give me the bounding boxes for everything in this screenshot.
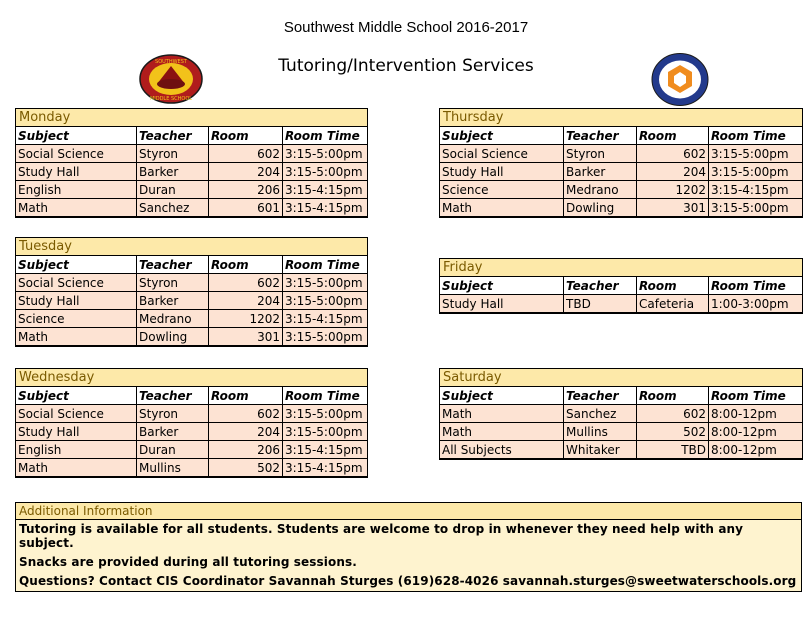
table-row [16, 145, 368, 163]
table-row [440, 441, 803, 460]
time-cell: 3:15-4:15pm [283, 181, 368, 199]
teacher-cell: Dowling [564, 199, 637, 218]
subject-cell: Study Hall [440, 295, 564, 314]
table-row [440, 295, 803, 314]
day-name: Wednesday [16, 369, 368, 387]
room-cell: 601 [209, 199, 283, 218]
subject-cell: All Subjects [440, 441, 564, 460]
teacher-cell: TBD [564, 295, 637, 314]
time-cell: 1:00-3:00pm [709, 295, 803, 314]
table-row [16, 459, 368, 478]
column-header-teacher: Teacher [137, 256, 209, 274]
room-cell: Cafeteria [637, 295, 709, 314]
svg-text:MIDDLE SCHOOL: MIDDLE SCHOOL [149, 96, 193, 102]
room-cell: TBD [637, 441, 709, 460]
subject-cell: English [16, 441, 137, 459]
column-header-subject: Subject [16, 256, 137, 274]
subject-cell: Social Science [16, 274, 137, 292]
teacher-cell: Barker [137, 163, 209, 181]
time-cell: 3:15-4:15pm [283, 441, 368, 459]
time-cell: 3:15-4:15pm [283, 310, 368, 328]
room-cell: 204 [209, 423, 283, 441]
column-header-room: Room [209, 387, 283, 405]
svg-text:SOUTHWEST: SOUTHWEST [155, 59, 187, 65]
column-header-subject: Subject [440, 127, 564, 145]
column-header-room-time: Room Time [283, 387, 368, 405]
room-cell: 602 [637, 145, 709, 163]
subject-cell: Study Hall [440, 163, 564, 181]
table-row [440, 423, 803, 441]
page-title: Tutoring/Intervention Services [278, 56, 534, 76]
column-header-teacher: Teacher [137, 127, 209, 145]
day-name: Saturday [440, 369, 803, 387]
additional-information-header: Additional Information [16, 503, 801, 520]
subject-cell: Math [440, 405, 564, 423]
room-cell: 1202 [637, 181, 709, 199]
table-row [16, 292, 368, 310]
day-table-thursday [439, 108, 803, 218]
time-cell: 8:00-12pm [709, 405, 803, 423]
column-header-room: Room [209, 256, 283, 274]
cis-seal-logo [651, 53, 709, 106]
table-row [16, 328, 368, 347]
room-cell: 502 [637, 423, 709, 441]
time-cell: 8:00-12pm [709, 441, 803, 460]
subject-cell: Math [16, 459, 137, 478]
teacher-cell: Medrano [564, 181, 637, 199]
table-row [16, 274, 368, 292]
room-cell: 301 [209, 328, 283, 347]
subject-cell: Study Hall [16, 292, 137, 310]
additional-information-panel [15, 502, 802, 592]
time-cell: 3:15-5:00pm [283, 405, 368, 423]
table-row [440, 181, 803, 199]
time-cell: 3:15-5:00pm [709, 163, 803, 181]
room-cell: 206 [209, 441, 283, 459]
teacher-cell: Barker [137, 423, 209, 441]
day-name: Tuesday [16, 238, 368, 256]
column-header-teacher: Teacher [564, 127, 637, 145]
column-header-subject: Subject [16, 127, 137, 145]
room-cell: 602 [637, 405, 709, 423]
teacher-cell: Mullins [564, 423, 637, 441]
time-cell: 3:15-5:00pm [283, 423, 368, 441]
column-header-teacher: Teacher [564, 277, 637, 295]
room-cell: 206 [209, 181, 283, 199]
teacher-cell: Duran [137, 441, 209, 459]
time-cell: 3:15-5:00pm [283, 274, 368, 292]
subject-cell: Science [440, 181, 564, 199]
teacher-cell: Sanchez [137, 199, 209, 218]
column-header-room-time: Room Time [283, 256, 368, 274]
table-row [440, 145, 803, 163]
info-line-snacks: Snacks are provided during all tutoring sessions. [19, 555, 357, 569]
table-row [16, 441, 368, 459]
room-cell: 1202 [209, 310, 283, 328]
teacher-cell: Styron [137, 145, 209, 163]
info-line-availability: Tutoring is available for all students. Students are welcome to drop in whenever they need help with any subject. [19, 522, 744, 550]
column-header-room-time: Room Time [709, 387, 803, 405]
teacher-cell: Dowling [137, 328, 209, 347]
column-header-room: Room [637, 277, 709, 295]
table-row [440, 405, 803, 423]
subject-cell: Math [16, 328, 137, 347]
column-header-room-time: Room Time [709, 127, 803, 145]
subject-cell: Study Hall [16, 423, 137, 441]
subject-cell: Study Hall [16, 163, 137, 181]
room-cell: 204 [209, 292, 283, 310]
teacher-cell: Styron [137, 405, 209, 423]
column-header-teacher: Teacher [564, 387, 637, 405]
time-cell: 3:15-5:00pm [709, 145, 803, 163]
day-table-saturday [439, 368, 803, 460]
teacher-cell: Whitaker [564, 441, 637, 460]
column-header-room: Room [637, 127, 709, 145]
room-cell: 204 [209, 163, 283, 181]
column-header-room-time: Room Time [709, 277, 803, 295]
table-row [16, 423, 368, 441]
day-name: Thursday [440, 109, 803, 127]
room-cell: 204 [637, 163, 709, 181]
day-table-monday [15, 108, 368, 218]
table-row [16, 199, 368, 218]
time-cell: 3:15-4:15pm [709, 181, 803, 199]
column-header-room: Room [637, 387, 709, 405]
teacher-cell: Mullins [137, 459, 209, 478]
subject-cell: Math [440, 423, 564, 441]
room-cell: 602 [209, 145, 283, 163]
subject-cell: Math [16, 199, 137, 218]
subject-cell: Social Science [440, 145, 564, 163]
column-header-subject: Subject [440, 387, 564, 405]
time-cell: 8:00-12pm [709, 423, 803, 441]
room-cell: 502 [209, 459, 283, 478]
teacher-cell: Medrano [137, 310, 209, 328]
table-row [16, 181, 368, 199]
subject-cell: Science [16, 310, 137, 328]
column-header-subject: Subject [440, 277, 564, 295]
table-row [440, 199, 803, 218]
room-cell: 301 [637, 199, 709, 218]
day-table-wednesday [15, 368, 368, 478]
table-row [16, 163, 368, 181]
day-table-friday [439, 258, 803, 314]
teacher-cell: Barker [564, 163, 637, 181]
subject-cell: Social Science [16, 405, 137, 423]
teacher-cell: Duran [137, 181, 209, 199]
school-mascot-logo [139, 54, 203, 104]
time-cell: 3:15-5:00pm [283, 163, 368, 181]
day-name: Monday [16, 109, 368, 127]
time-cell: 3:15-5:00pm [283, 292, 368, 310]
table-row [16, 310, 368, 328]
time-cell: 3:15-4:15pm [283, 459, 368, 478]
table-row [16, 405, 368, 423]
room-cell: 602 [209, 405, 283, 423]
subject-cell: Social Science [16, 145, 137, 163]
teacher-cell: Sanchez [564, 405, 637, 423]
room-cell: 602 [209, 274, 283, 292]
time-cell: 3:15-4:15pm [283, 199, 368, 218]
time-cell: 3:15-5:00pm [283, 145, 368, 163]
day-table-tuesday [15, 237, 368, 347]
time-cell: 3:15-5:00pm [709, 199, 803, 218]
info-line-contact: Questions? Contact CIS Coordinator Savannah Sturges (619)628-4026 savannah.sturges@sweetwaterschools.org [19, 574, 797, 588]
teacher-cell: Styron [137, 274, 209, 292]
subject-cell: English [16, 181, 137, 199]
column-header-teacher: Teacher [137, 387, 209, 405]
column-header-room-time: Room Time [283, 127, 368, 145]
table-row [440, 163, 803, 181]
day-name: Friday [440, 259, 803, 277]
subject-cell: Math [440, 199, 564, 218]
school-title: Southwest Middle School 2016-2017 [283, 19, 529, 36]
column-header-room: Room [209, 127, 283, 145]
column-header-subject: Subject [16, 387, 137, 405]
teacher-cell: Barker [137, 292, 209, 310]
time-cell: 3:15-5:00pm [283, 328, 368, 347]
teacher-cell: Styron [564, 145, 637, 163]
